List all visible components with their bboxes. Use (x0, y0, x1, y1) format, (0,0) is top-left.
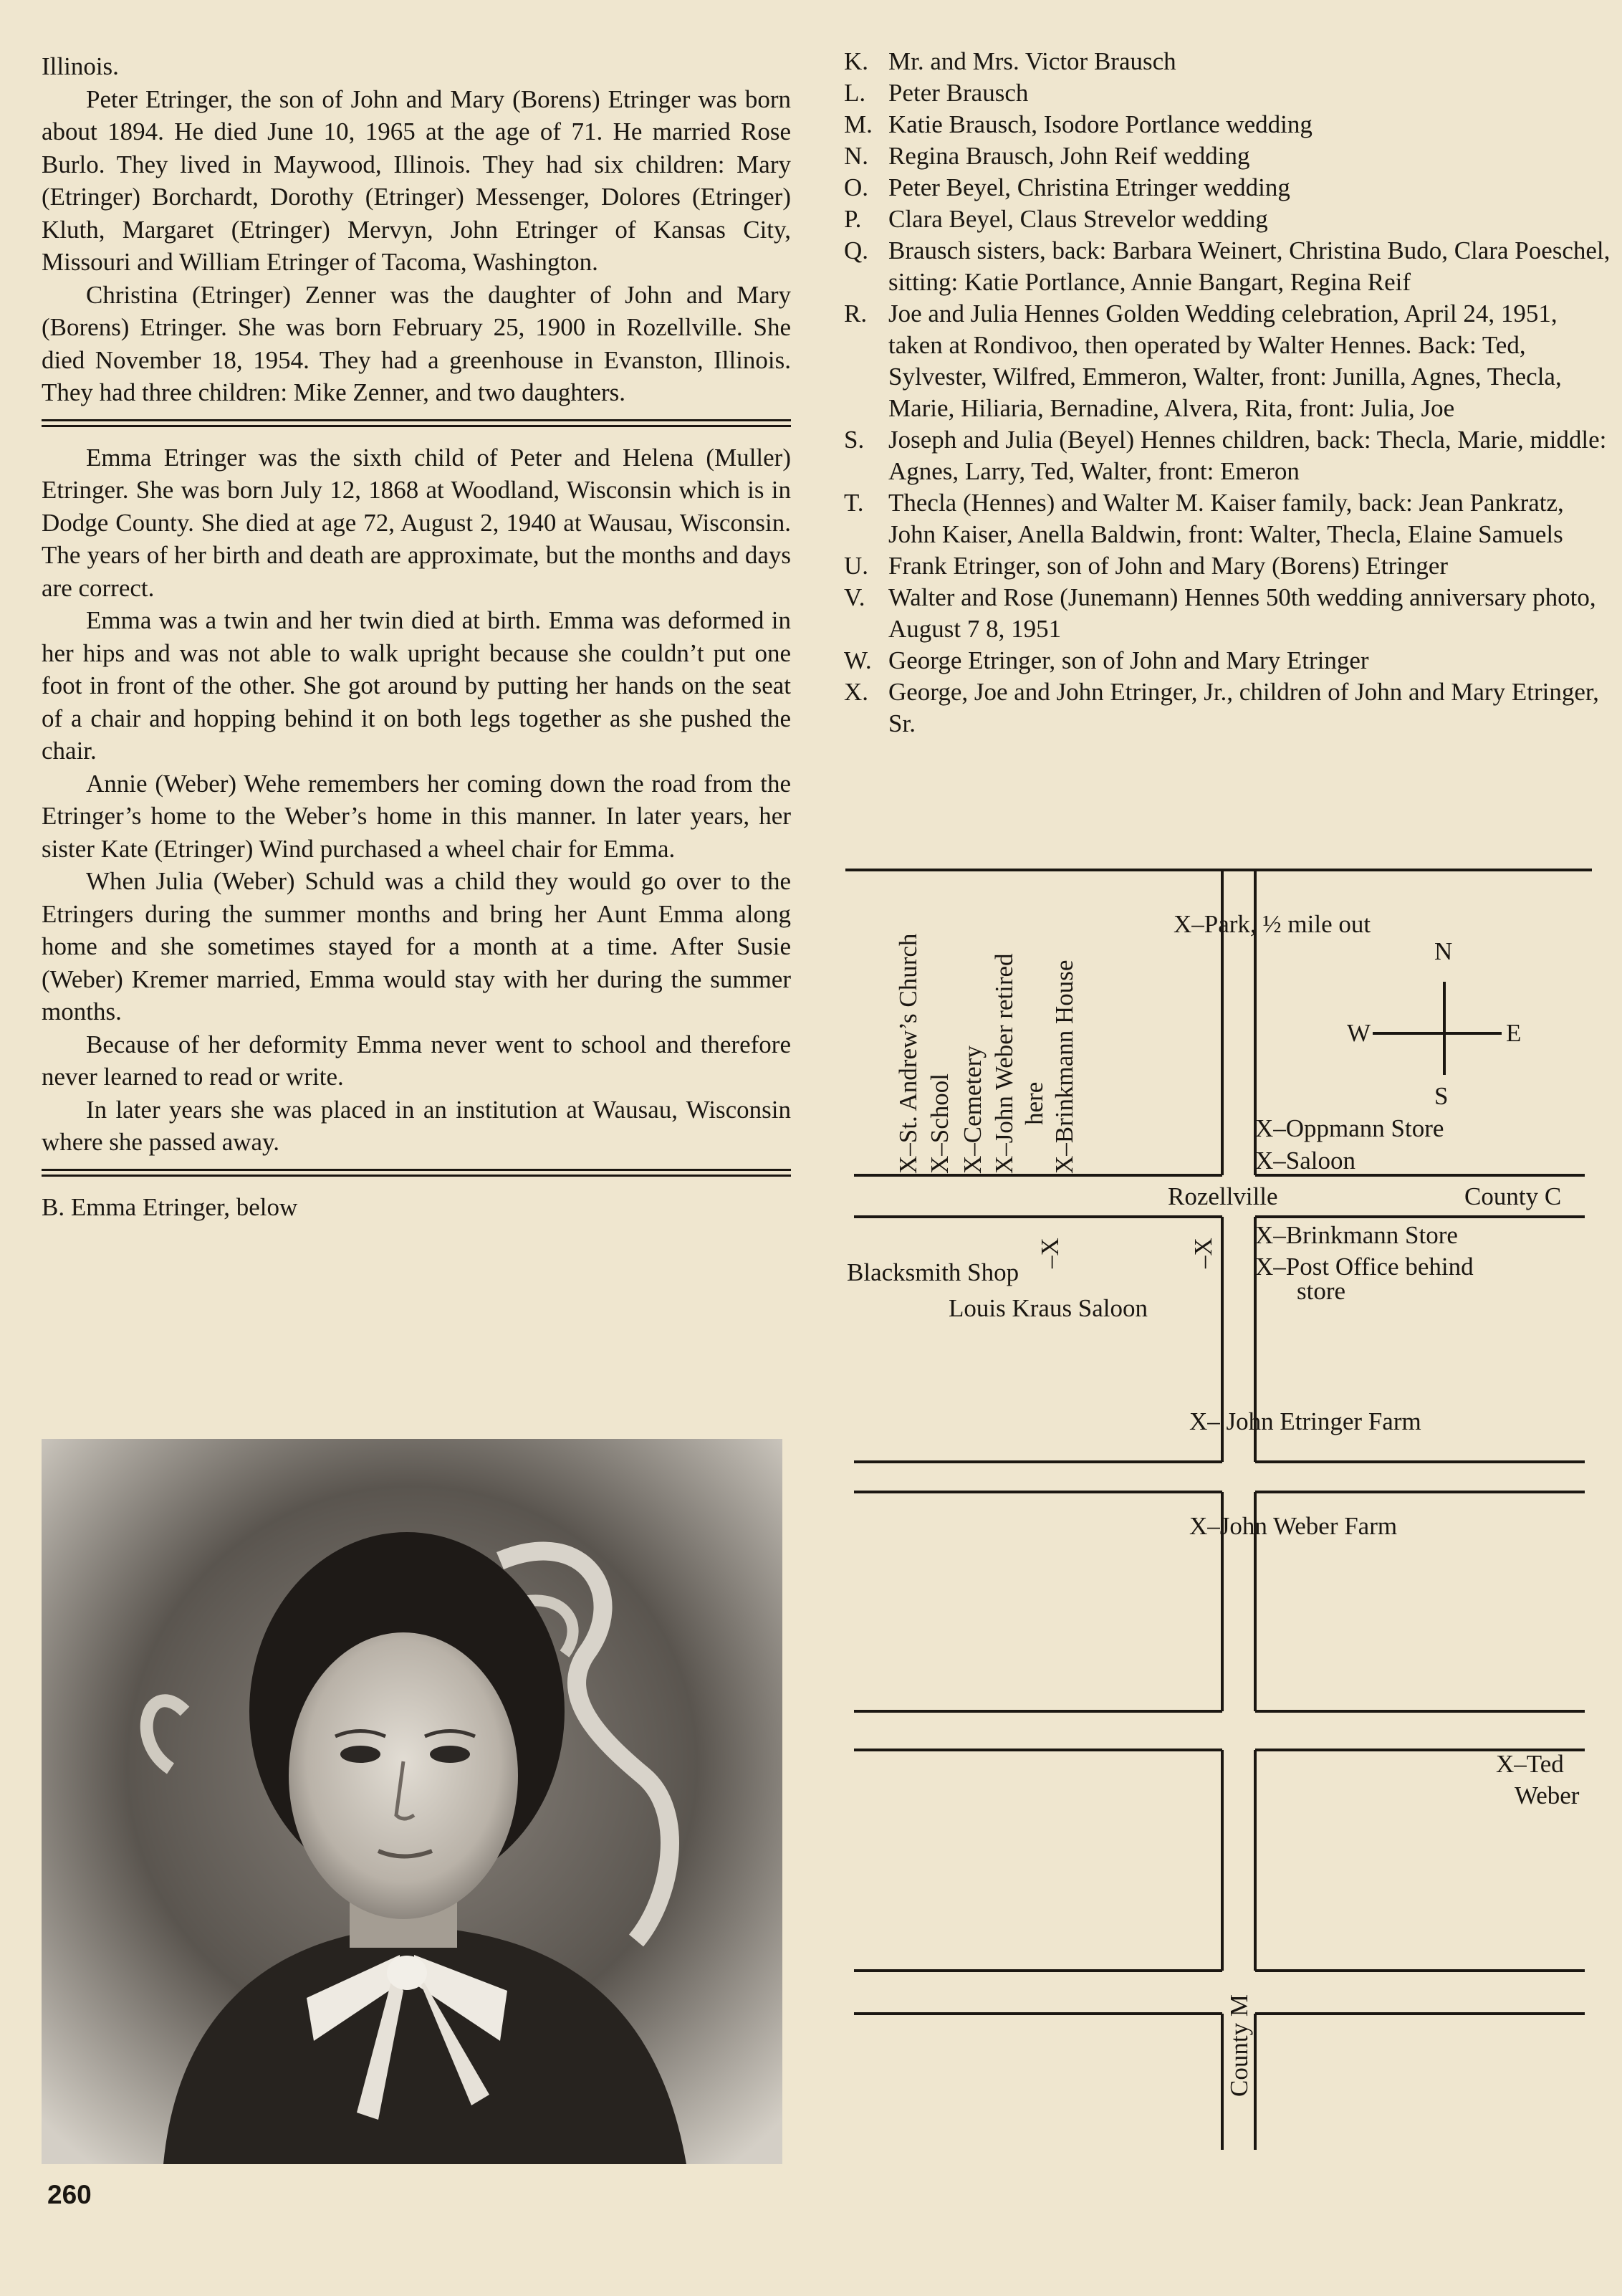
paragraph: When Julia (Weber) Schuld was a child they would go over to the Etringers during the summer months and bring her Aunt Emma along home and she sometimes stayed for a month at a time. After Susie (Weber) Kremer married, Emma would stay with her during the summer months. (42, 867, 791, 1025)
legend-text: Walter and Rose (Junemann) Hennes 50th wedding anniversary photo, August 7 8, 1951 (888, 583, 1596, 643)
legend-text: George Etringer, son of John and Mary Etringer (888, 646, 1369, 674)
compass-north: N (1434, 937, 1453, 965)
map-label-rozellville: Rozellville (1168, 1182, 1278, 1210)
legend-text: Katie Brausch, Isodore Portlance wedding (888, 110, 1313, 138)
map-label-weber-retired-here: here (1020, 1081, 1048, 1125)
legend-letter: S. (844, 426, 865, 454)
paragraph: In later years she was placed in an institution at Wausau, Wisconsin where she passed away. (42, 1095, 791, 1156)
map-label-post-office-store: store (1297, 1277, 1346, 1305)
legend-letter: X. (844, 678, 869, 706)
map-label-saloon: X–Saloon (1255, 1147, 1355, 1175)
legend-item (844, 487, 1612, 550)
map-label-school: X–School (926, 1073, 954, 1174)
map-label-blacksmith: Blacksmith Shop (847, 1258, 1019, 1286)
map-label-etringer-farm: X– John Etringer Farm (1189, 1407, 1421, 1435)
legend-text: George, Joe and John Etringer, Jr., children of John and Mary Etringer, Sr. (888, 678, 1599, 737)
legend-item (844, 77, 1612, 109)
legend-text: Brausch sisters, back: Barbara Weinert, Christina Budo, Clara Poeschel, sitting: Katie Portlance, Annie Bangart, Regina Reif (888, 236, 1611, 296)
legend-letter: Q. (844, 236, 869, 264)
legend-item (844, 172, 1612, 204)
map-label-weber-farm: X–John Weber Farm (1189, 1512, 1398, 1540)
map-label-county-m: County M (1225, 1994, 1253, 2097)
rozellville-map (843, 867, 1592, 2157)
map-label-county-c: County C (1464, 1182, 1562, 1210)
legend-text: Frank Etringer, son of John and Mary (Borens) Etringer (888, 552, 1449, 580)
legend-letter: R. (844, 300, 868, 327)
legend-letter: N. (844, 142, 869, 170)
paragraph: Illinois. (42, 52, 119, 80)
legend-text: Peter Beyel, Christina Etringer wedding (888, 173, 1290, 201)
legend-letter: V. (844, 583, 865, 611)
legend-letter: K. (844, 47, 869, 75)
legend-item (844, 582, 1612, 645)
map-label-weber-retired: X–John Weber retired (990, 953, 1018, 1174)
legend-item (844, 298, 1612, 424)
legend-item (844, 676, 1612, 740)
map-label-park: X–Park, ½ mile out (1174, 910, 1371, 938)
legend-text: Joe and Julia Hennes Golden Wedding celebration, April 24, 1951, taken at Rondivoo, then operated by Walter Hennes. Back: Ted, Sylvester, Wilfred, Emmeron, Walter, front: Junilla, Agnes, Thecla, Marie, Hiliaria, Bernadine, Alvera, Rita, front: Julia, Joe (888, 300, 1562, 422)
legend-letter: P. (844, 205, 862, 233)
compass-east: E (1506, 1019, 1522, 1047)
legend-item (844, 235, 1612, 298)
paragraph: Because of her deformity Emma never went to school and therefore never learned to read or write. (42, 1030, 791, 1091)
photo-caption: B. Emma Etringer, below (42, 1192, 298, 1221)
legend-item (844, 424, 1612, 487)
map-label-ted-weber: X–Ted (1496, 1750, 1564, 1778)
photo-legend (844, 46, 1612, 740)
paragraph: Peter Etringer, the son of John and Mary (Borens) Etringer was born about 1894. He died June 10, 1965 at the age of 71. He married Rose Burlo. They lived in Maywood, Illinois. They had six children: Mary (Etringer) Borchardt, Dorothy (Etringer) Messenger, Dolores (Etringer) Kluth, Margaret (Etringer) Mervyn, John Etringer of Kansas City, Missouri and William Etringer of Tacoma, Washington. (42, 85, 791, 276)
legend-text: Regina Brausch, John Reif wedding (888, 142, 1250, 170)
legend-text: Joseph and Julia (Beyel) Hennes children, back: Thecla, Marie, middle: Agnes, Larry, Ted, Walter, front: Emeron (888, 426, 1607, 485)
legend-letter: U. (844, 552, 869, 580)
legend-text: Thecla (Hennes) and Walter M. Kaiser family, back: Jean Pankratz, John Kaiser, Anella Baldwin, front: Walter, Thecla, Elaine Samuels (888, 489, 1564, 548)
legend-item (844, 46, 1612, 77)
legend-text: Mr. and Mrs. Victor Brausch (888, 47, 1176, 75)
map-label-brinkmann-house: X–Brinkmann House (1050, 960, 1078, 1174)
map-label-kraus-saloon: Louis Kraus Saloon (949, 1294, 1148, 1322)
legend-text: Peter Brausch (888, 79, 1029, 107)
map-label-ted-weber-2: Weber (1515, 1781, 1580, 1809)
paragraph: Christina (Etringer) Zenner was the daughter of John and Mary (Borens) Etringer. She was born February 25, 1900 in Rozellville. She died November 18, 1954. They had a greenhouse in Evanston, Illinois. They had three children: Mike Zenner, and two daughters. (42, 280, 791, 406)
map-label-post-office: X–Post Office behind (1255, 1253, 1474, 1281)
section-divider (42, 419, 791, 427)
map-label-oppmann-store: X–Oppmann Store (1255, 1114, 1444, 1142)
legend-letter: L. (844, 79, 866, 107)
map-x-mark: –X (1036, 1238, 1064, 1268)
portrait-photo (42, 1439, 782, 2164)
legend-item (844, 550, 1612, 582)
legend-item (844, 140, 1612, 172)
paragraph: Annie (Weber) Wehe remembers her coming down the road from the Etringer’s home to the Weber’s home in this manner. In later years, her sister Kate (Etringer) Wind purchased a wheel chair for Emma. (42, 769, 791, 863)
legend-letter: W. (844, 646, 872, 674)
map-label-brinkmann-store: X–Brinkmann Store (1255, 1221, 1458, 1249)
paragraph: Emma Etringer was the sixth child of Peter and Helena (Muller) Etringer. She was born July 12, 1868 at Woodland, Wisconsin which is in Dodge County. She died at age 72, August 2, 1940 at Wausau, Wisconsin. The years of her birth and death are approximate, but the months and days are correct. (42, 443, 791, 602)
legend-letter: O. (844, 173, 869, 201)
page-number: 260 (47, 2180, 92, 2209)
legend-item (844, 645, 1612, 676)
map-x-mark: –X (1189, 1238, 1217, 1268)
map-label-cemetery: X–Cemetery (959, 1046, 987, 1174)
legend-letter: T. (844, 489, 864, 517)
left-column (42, 50, 791, 1223)
section-divider (42, 1169, 791, 1177)
compass-west: W (1347, 1019, 1371, 1047)
map-label-church: X–St. Andrew’s Church (894, 933, 922, 1174)
paragraph: Emma was a twin and her twin died at birth. Emma was deformed in her hips and was not able to walk upright because she couldn’t put one foot in front of the other. She got around by putting her hands on the seat of a chair and hopping behind it on both legs together as she pushed the chair. (42, 606, 791, 765)
legend-letter: M. (844, 110, 873, 138)
compass-south: S (1434, 1082, 1449, 1110)
legend-item (844, 109, 1612, 140)
legend-text: Clara Beyel, Claus Strevelor wedding (888, 205, 1268, 233)
legend-item (844, 204, 1612, 235)
